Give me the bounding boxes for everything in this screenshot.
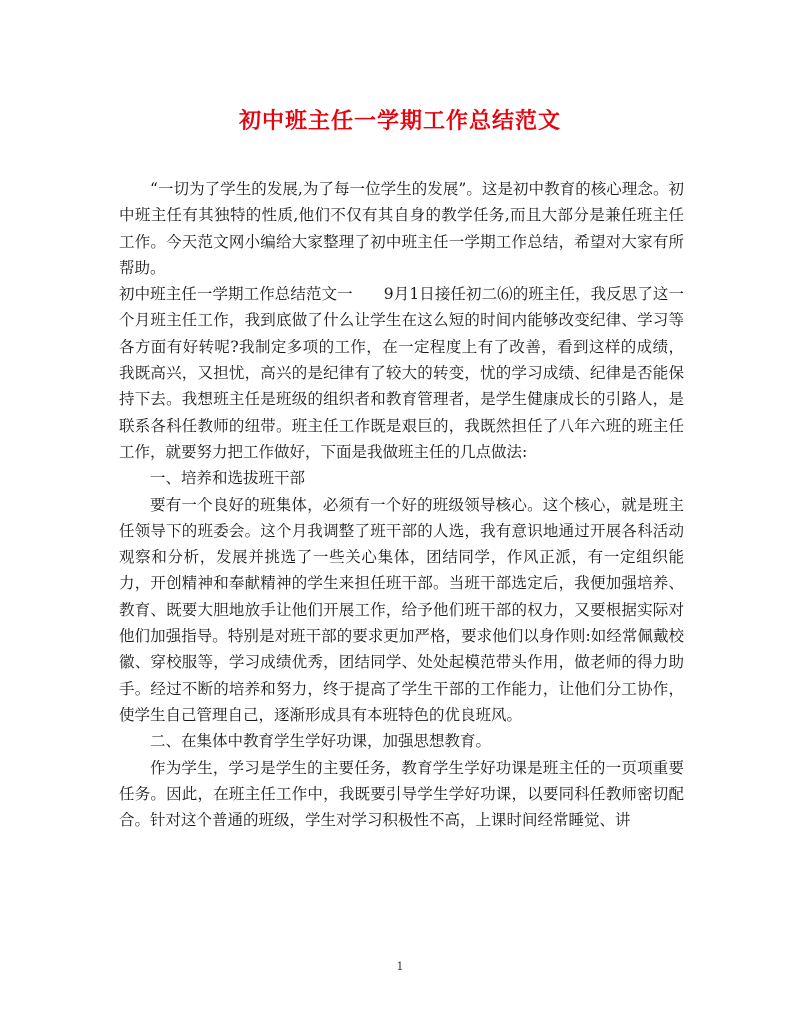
page-number: 1: [396, 960, 404, 973]
section-heading-2: 二、在集体中教育学生学好功课，加强思想教育。: [150, 732, 492, 751]
document-body: [119, 176, 684, 833]
document-title: 初中班主任一学期工作总结范文: [238, 108, 561, 134]
paragraph-1: 初中班主任一学期工作总结范文一 9月1日接任初二⑹的班主任，我反思了这一个月班主任工作，我到底做了什么让学生在这么短的时间内能够改变纪律、学习等各方面有好转呢?我制定多项的工作，在一定程度上有了改善，看到这样的成绩，我既高兴，又担忧，高兴的是纪律有了较大的转变，忧的学习成绩、纪律是否能保持下去。我想班主任是班级的组织者和教育管理者，是学生健康成长的引路人，是联系各科任教师的纽带。班主任工作既是艰巨的，我既然担任了八年六班的班主任工作，就要努力把工作做好，下面是我做班主任的几点做法:: [119, 285, 684, 461]
section-heading-1: 一、培养和选拔班干部: [150, 469, 306, 488]
intro-paragraph: “一切为了学生的发展,为了每一位学生的发展”。这是初中教育的核心理念。初中班主任有其独特的性质,他们不仅有其自身的教学任务,而且大部分是兼任班主任工作。今天范文网小编给大家整理了初中班主任一学期工作总结，希望对大家有所帮助。: [119, 180, 684, 277]
paragraph-2: 要有一个良好的班集体，必须有一个好的班级领导核心。这个核心，就是班主任领导下的班委会。这个月我调整了班干部的人选，我有意识地通过开展各科活动观察和分析，发展并挑选了一些关心集体，团结同学，作风正派，有一定组织能力，开创精神和奉献精神的学生来担任班干部。当班干部选定后，我便加强培养、教育、既要大胆地放手让他们开展工作，给予他们班干部的权力，又要根据实际对他们加强指导。特别是对班干部的要求更加严格，要求他们以身作则:如经常佩戴校徽、穿校服等，学习成绩优秀，团结同学、处处起模范带头作用，做老师的得力助手。经过不断的培养和努力，终于提高了学生干部的工作能力，让他们分工协作，使学生自己管理自己，逐渐形成具有本班特色的优良班风。: [119, 495, 684, 724]
paragraph-3: 作为学生，学习是学生的主要任务，教育学生学好功课是班主任的一页项重要任务。因此，在班主任工作中，我既要引导学生学好功课，以要同科任教师密切配合。针对这个普通的班级，学生对学习积极性不高，上课时间经常睡觉、讲: [119, 758, 684, 830]
